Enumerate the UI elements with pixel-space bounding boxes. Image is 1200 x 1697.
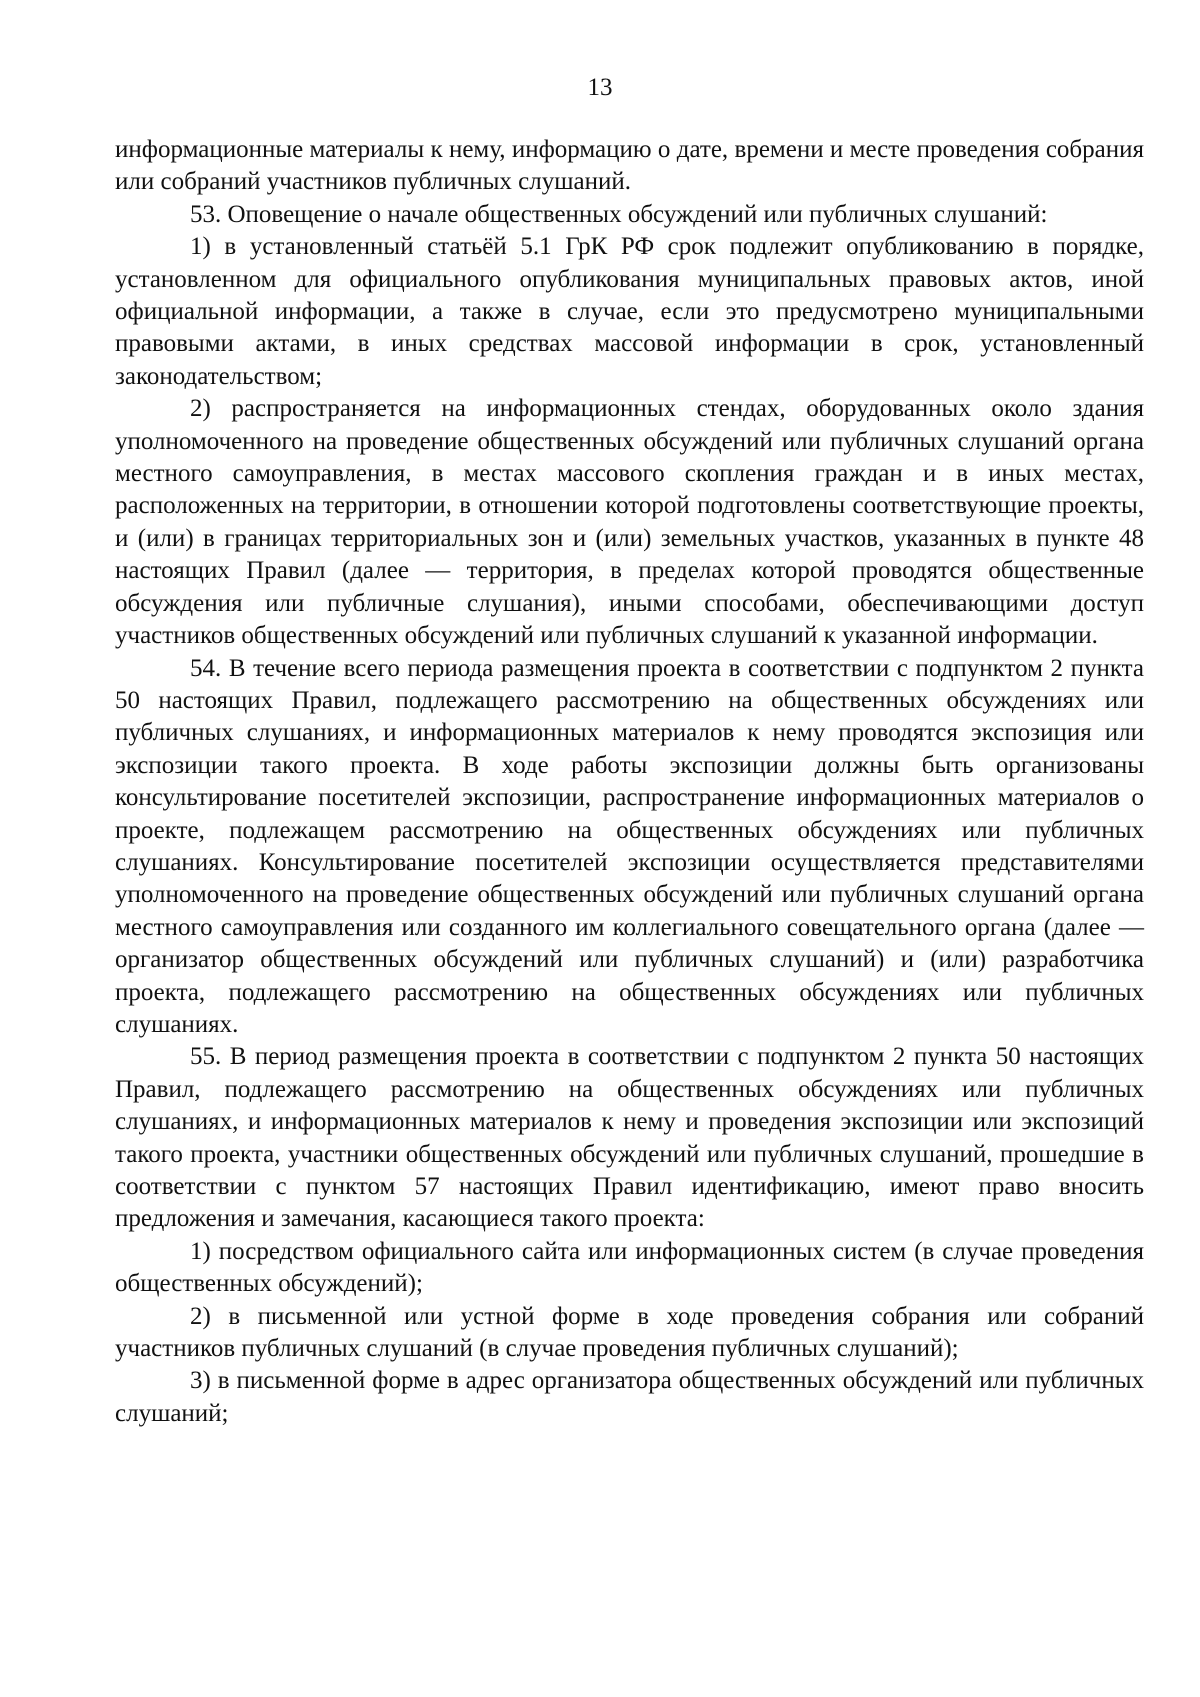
paragraph-55: 55. В период размещения проекта в соответствии с подпунктом 2 пункта 50 настоящих Правил, подлежащего рассмотрению на общественных обсуждениях или публичных слушаниях, и информационных материалов к нему и проведения экспозиции или экспозиций такого проекта, участники общественных обсуждений или публичных слушаний, прошедшие в соответствии с пунктом 57 настоящих Правил идентификацию, имеют право вносить предложения и замечания, касающиеся такого проекта: (115, 1043, 1144, 1233)
document-body (115, 134, 1144, 1430)
paragraph-53-item-1: 1) в установленный статьёй 5.1 ГрК РФ срок подлежит опубликованию в порядке, установленном для официального опубликования муниципальных правовых актов, иной официальной информации, а также в случае, если это предусмотрено муниципальными правовыми актами, в иных средствах массовой информации в срок, установленный законодательством; (115, 233, 1144, 390)
page-number: 13 (587, 74, 613, 101)
paragraph-53-item-2: 2) распространяется на информационных стендах, оборудованных около здания уполномоченного на проведение общественных обсуждений или публичных слушаний органа местного самоуправления, в местах массового скопления граждан и в иных местах, расположенных на территории, в отношении которой подготовлены соответствующие проекты, и (или) в границах территориальных зон и (или) земельных участков, указанных в пункте 48 настоящих Правил (далее — территория, в пределах которой проводятся общественные обсуждения или публичные слушания), иными способами, обеспечивающими доступ участников общественных обсуждений или публичных слушаний к указанной информации. (115, 395, 1144, 650)
paragraph-55-item-3: 3) в письменной форме в адрес организатора общественных обсуждений или публичных слушаний; (115, 1367, 1144, 1427)
paragraph-55-item-1: 1) посредством официального сайта или информационных систем (в случае проведения общественных обсуждений); (115, 1237, 1144, 1298)
paragraph-55-item-2: 2) в письменной или устной форме в ходе проведения собрания или собраний участников публичных слушаний (в случае проведения публичных слушаний); (115, 1302, 1144, 1363)
paragraph-54: 54. В течение всего периода размещения проекта в соответствии с подпунктом 2 пункта 50 настоящих Правил, подлежащего рассмотрению на общественных обсуждениях или публичных слушаниях, и информационных материалов к нему проводятся экспозиция или экспозиции такого проекта. В ходе работы экспозиции должны быть организованы консультирование посетителей экспозиции, распространение информационных материалов о проекте, подлежащем рассмотрению на общественных обсуждениях или публичных слушаниях. Консультирование посетителей экспозиции осуществляется представителями уполномоченного на проведение общественных обсуждений или публичных слушаний органа местного самоуправления или созданного им коллегиального совещательного органа (далее — организатор общественных обсуждений или публичных слушаний) и (или) разработчика проекта, подлежащего рассмотрению на общественных обсуждениях или публичных слушаниях. (115, 654, 1144, 1038)
paragraph-continuation: информационные материалы к нему, информацию о дате, времени и месте проведения собрания или собраний участников публичных слушаний. (115, 136, 1144, 196)
paragraph-53: 53. Оповещение о начале общественных обсуждений или публичных слушаний: (190, 200, 1048, 228)
